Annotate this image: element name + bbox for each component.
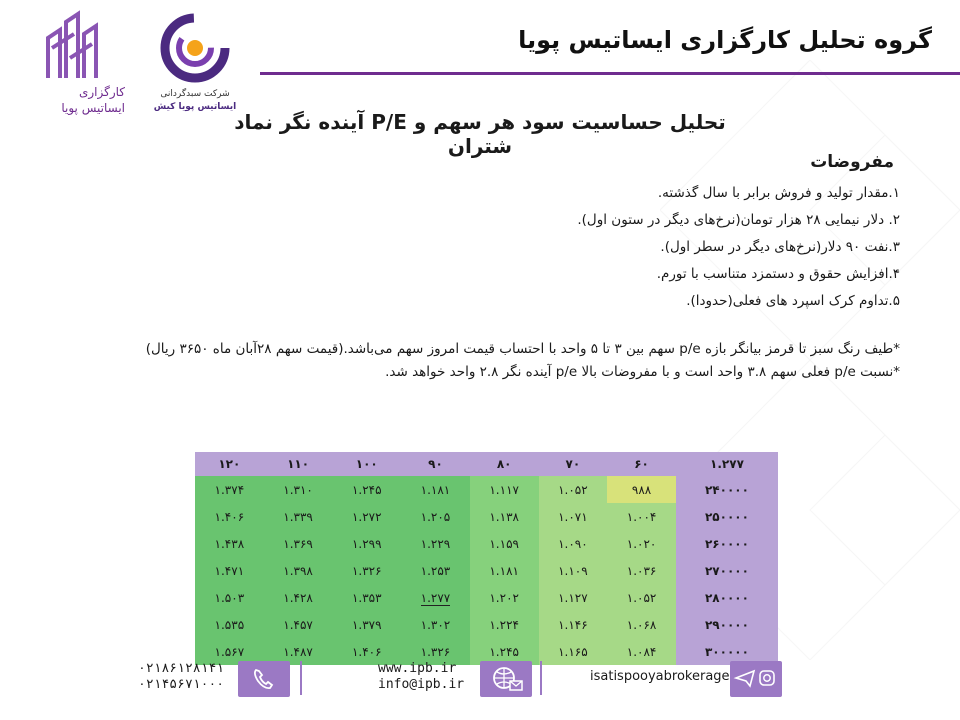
phone-icon[interactable] [238, 661, 290, 697]
assumption-item: ۱.مقدار تولید و فروش برابر با سال گذشته. [657, 185, 900, 201]
column-header: ۱۰۰ [332, 452, 401, 476]
table-cell: ۱.۲۲۹ [401, 530, 470, 557]
table-header-row [195, 452, 778, 476]
row-header: ۳۰۰۰۰۰ [676, 638, 778, 665]
assumption-item: ۳.نفت ۹۰ دلار(نرخ‌های دیگر در سطر اول). [660, 239, 900, 255]
table-cell: ۱.۰۷۱ [539, 503, 608, 530]
table-cell: ۹۸۸ [607, 476, 676, 503]
table-cell: ۱.۳۰۲ [401, 611, 470, 638]
table-cell: ۱.۱۸۱ [401, 476, 470, 503]
row-header: ۲۷۰۰۰۰ [676, 557, 778, 584]
assumption-item: ۴.افزایش حقوق و دستمزد متناسب با تورم. [656, 266, 900, 282]
phone-number: ۰۲۱۸۶۱۲۸۱۴۱ [138, 661, 225, 676]
table-cell: ۱.۱۳۸ [470, 503, 539, 530]
table-cell: ۱.۳۵۳ [332, 584, 401, 611]
table-cell: ۱.۲۲۴ [470, 611, 539, 638]
phone-numbers [138, 661, 224, 693]
assumption-item: ۵.تداوم کرک اسپرد های فعلی(حدودا). [686, 293, 900, 309]
table-cell: ۱.۰۹۰ [539, 530, 608, 557]
table-cell: ۱.۳۷۴ [195, 476, 264, 503]
portfolio-logo-line2: ایساتیس پویا کیش [153, 102, 237, 112]
table-cell: ۱.۱۸۱ [470, 557, 539, 584]
table-row [195, 611, 778, 638]
table-cell: ۱.۳۶۹ [264, 530, 333, 557]
table-cell: ۱.۴۰۶ [195, 503, 264, 530]
table-cell: ۱.۳۳۹ [264, 503, 333, 530]
footer-divider [300, 661, 302, 695]
note-current-pe: *نسبت p/e فعلی سهم ۳.۸ واحد است و با مفروضات بالا p/e آینده نگر ۲.۸ واحد خواهد شد. [385, 364, 900, 380]
table-cell: ۱.۳۲۶ [332, 557, 401, 584]
corner-cell: ۱.۲۷۷ [676, 452, 778, 476]
header-divider [260, 72, 960, 75]
website-link[interactable]: www.ipb.ir [378, 661, 457, 676]
social-handle[interactable]: isatispooyabrokerage [590, 669, 730, 684]
table-cell: ۱.۰۵۲ [539, 476, 608, 503]
table-cell: ۱.۳۱۰ [264, 476, 333, 503]
table-row [195, 557, 778, 584]
table-cell: ۱.۱۶۵ [539, 638, 608, 665]
table-row [195, 503, 778, 530]
table-cell: ۱.۴۲۸ [264, 584, 333, 611]
sensitivity-table [195, 452, 778, 665]
table-row [195, 530, 778, 557]
web-contacts [378, 661, 464, 693]
brokerage-logo [30, 8, 130, 118]
table-cell: ۱.۵۳۵ [195, 611, 264, 638]
table-cell: ۱.۱۱۷ [470, 476, 539, 503]
table-cell: ۱.۵۶۷ [195, 638, 264, 665]
table-cell: ۱.۴۰۶ [332, 638, 401, 665]
column-header: ۹۰ [401, 452, 470, 476]
table-cell: ۱.۴۳۸ [195, 530, 264, 557]
table-row [195, 584, 778, 611]
table-cell: ۱.۱۲۷ [539, 584, 608, 611]
email-link[interactable]: info@ipb.ir [378, 677, 465, 692]
table-cell: ۱.۳۹۸ [264, 557, 333, 584]
table-cell: ۱.۴۸۷ [264, 638, 333, 665]
column-header: ۷۰ [539, 452, 608, 476]
table-cell: ۱.۱۰۹ [539, 557, 608, 584]
page-title: تحلیل حساسیت سود هر سهم و P/E آینده نگر نماد شتران [234, 110, 726, 158]
assumption-item: ۲. دلار نیمایی ۲۸ هزار تومان(نرخ‌های دیگر در ستون اول). [577, 212, 900, 228]
row-header: ۲۵۰۰۰۰ [676, 503, 778, 530]
brokerage-logo-line1: کارگزاری [78, 85, 125, 99]
table-cell: ۱.۲۴۵ [332, 476, 401, 503]
column-header: ۶۰ [607, 452, 676, 476]
brokerage-logo-line2: ایساتیس پویا [61, 101, 125, 115]
row-header: ۲۹۰۰۰۰ [676, 611, 778, 638]
globe-mail-icon[interactable] [480, 661, 532, 697]
table-cell: ۱.۰۳۶ [607, 557, 676, 584]
column-header: ۱۲۰ [195, 452, 264, 476]
table-cell: ۱.۰۰۴ [607, 503, 676, 530]
table-cell: ۱.۲۹۹ [332, 530, 401, 557]
assumptions-list [200, 180, 900, 315]
portfolio-logo-line1: شرکت سبدگردانی [160, 89, 230, 99]
table-row [195, 476, 778, 503]
phone-number: ۰۲۱۴۵۶۷۱۰۰۰ [138, 677, 225, 692]
row-header: ۲۴۰۰۰۰ [676, 476, 778, 503]
table-cell: ۱.۰۶۸ [607, 611, 676, 638]
footer-divider [540, 661, 542, 695]
table-cell: ۱.۰۲۰ [607, 530, 676, 557]
table-cell: ۱.۰۵۲ [607, 584, 676, 611]
assumptions-heading: مفروضات [810, 152, 894, 172]
note-color-range: *طیف رنگ سبز تا قرمز بیانگر بازه p/e سهم بین ۳ تا ۵ واحد با احتساب قیمت امروز سهم می‌باشد.(قیمت سهم ۲۸آبان ماه ۳۶۵۰ ریال) [145, 341, 900, 357]
row-header: ۲۶۰۰۰۰ [676, 530, 778, 557]
table-cell: ۱.۴۷۱ [195, 557, 264, 584]
header-title: گروه تحلیل کارگزاری ایساتیس پویا [518, 26, 932, 54]
table-cell: ۱.۳۲۶ [401, 638, 470, 665]
table-cell: ۱.۱۴۶ [539, 611, 608, 638]
column-header: ۱۱۰ [264, 452, 333, 476]
table-cell: ۱.۴۵۷ [264, 611, 333, 638]
row-header: ۲۸۰۰۰۰ [676, 584, 778, 611]
footer [0, 655, 960, 715]
table-body [195, 476, 778, 665]
base-case-value: ۱.۲۷۷ [420, 590, 451, 605]
table-cell [401, 584, 470, 611]
notes [40, 338, 900, 384]
table-cell: ۱.۱۵۹ [470, 530, 539, 557]
column-header: ۸۰ [470, 452, 539, 476]
table-cell: ۱.۲۷۲ [332, 503, 401, 530]
table-cell: ۱.۲۰۲ [470, 584, 539, 611]
table-cell: ۱.۲۴۵ [470, 638, 539, 665]
telegram-instagram-icon[interactable] [730, 661, 782, 697]
table-cell: ۱.۰۸۴ [607, 638, 676, 665]
portfolio-company-logo [150, 10, 240, 115]
table-cell: ۱.۳۷۹ [332, 611, 401, 638]
table-cell: ۱.۲۵۳ [401, 557, 470, 584]
table-cell: ۱.۵۰۳ [195, 584, 264, 611]
table-cell: ۱.۲۰۵ [401, 503, 470, 530]
